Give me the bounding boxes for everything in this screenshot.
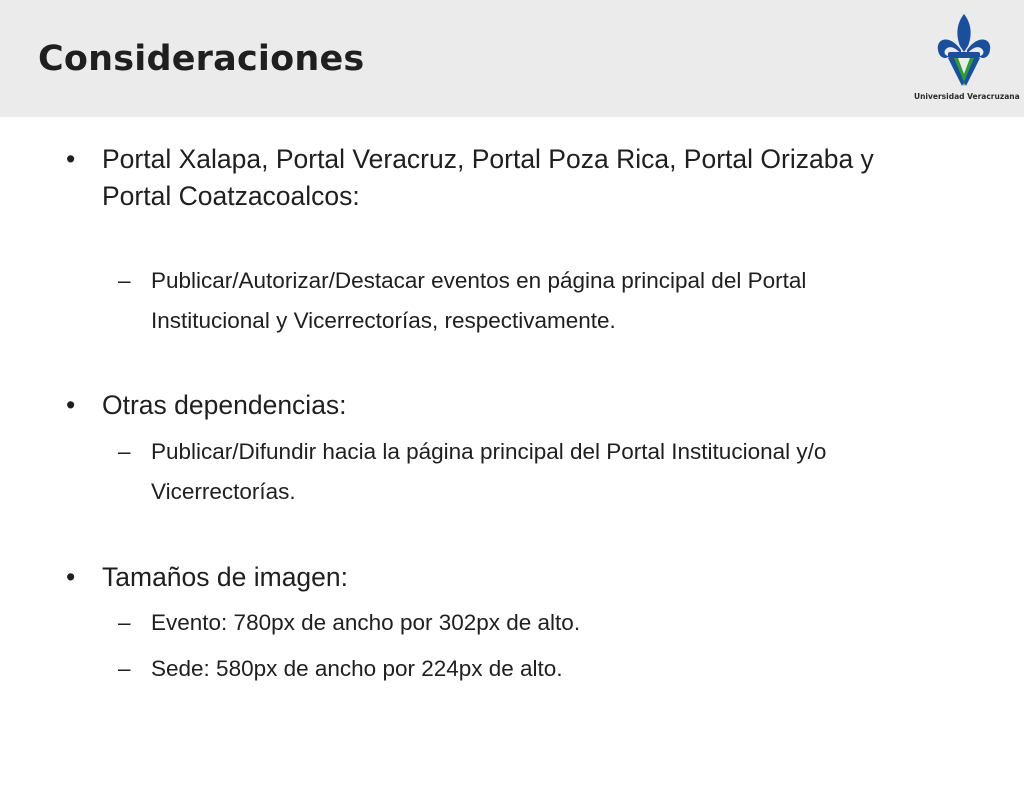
logo-wordmark: Universidad Veracruzana bbox=[914, 92, 1020, 101]
bullet-item bbox=[66, 141, 922, 215]
bullet-text: Otras dependencias: bbox=[102, 390, 347, 420]
sub-bullet-text: Sede: 580px de ancho por 224px de alto. bbox=[151, 656, 563, 681]
bullet-marker: • bbox=[66, 562, 76, 592]
sub-bullet-text: Evento: 780px de ancho por 302px de alto. bbox=[151, 610, 581, 635]
bullet-item bbox=[66, 387, 922, 424]
dash-marker: – bbox=[118, 610, 131, 635]
dash-marker: – bbox=[118, 656, 131, 681]
sub-bullet-item bbox=[118, 649, 931, 689]
sub-bullet-item bbox=[118, 261, 931, 341]
bullet-text: Tamaños de imagen: bbox=[102, 562, 349, 592]
slide-title: Consideraciones bbox=[38, 39, 365, 79]
dash-marker: – bbox=[118, 268, 131, 293]
bullet-text: Portal Xalapa, Portal Veracruz, Portal Poza Rica, Portal Orizaba y Portal Coatzacoalcos: bbox=[102, 144, 874, 211]
bullet-marker: • bbox=[66, 390, 76, 420]
sub-bullet-item bbox=[118, 432, 931, 512]
bullet-item bbox=[66, 559, 922, 596]
sub-bullet-text: Publicar/Difundir hacia la página principal del Portal Institucional y/o Vicerrectorías. bbox=[151, 439, 827, 504]
bullet-marker: • bbox=[66, 144, 76, 174]
dash-marker: – bbox=[118, 439, 131, 464]
sub-bullet-text: Publicar/Autorizar/Destacar eventos en página principal del Portal Institucional y Vicerrectorías, respectivamente. bbox=[151, 268, 807, 333]
sub-bullet-item bbox=[118, 603, 931, 643]
